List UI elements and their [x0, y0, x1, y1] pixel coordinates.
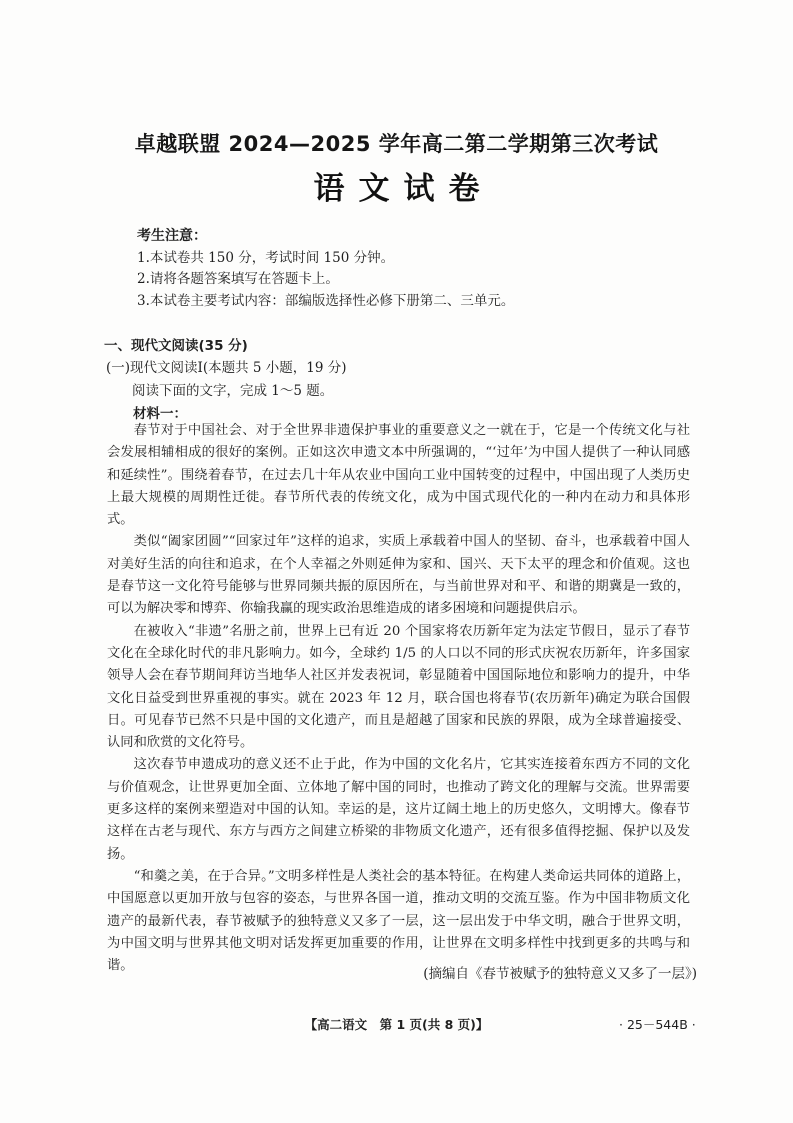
passage-paragraph: 春节对于中国社会、对于全世界非遗保护事业的重要意义之一就在于，它是一个传统文化与社会发展相辅相成的很好的案例。正如这次申遗文本中所强调的，“‘过年’为中国人提供了一种认同感和延续性”。围绕着春节，在过去几十年从农业中国向工业中国转变的过程中，中国出现了人类历史上最大规模的周期性迁徙。春节所代表的传统文化，成为中国式现代化的一种内在动力和具体形式。 [107, 423, 690, 528]
footer-paper-code: · 25－544B · [619, 1017, 696, 1032]
footer-page-info: 【高二语文 第 1 页(共 8 页)】 [304, 1017, 489, 1032]
reading-passage [107, 420, 690, 977]
exam-subject-title: 语文试卷 [313, 171, 494, 207]
passage-paragraph: 在被收入“非遗”名册之前，世界上已有近 20 个国家将农历新年定为法定节假日，显示了春节文化在全球化时代的非凡影响力。如今，全球约 1/5 的人口以不同的形式庆祝农历新年，许多国家领导人会在春节期间拜访当地华人社区并发表祝词，彰显随着中国国际地位和影响力的提升，中华文化日益受到世界重视的事实。就在 2023 年 12 月，联合国也将春节(农历新年)确定为联合国假日。可见春节已然不只是中国的文化遗产，而且是超越了国家和民族的界限，成为全球普遍接受、认同和欣赏的文化符号。 [107, 623, 690, 751]
passage-source: (摘编自《春节被赋予的独特意义又多了一层》) [423, 966, 697, 982]
candidate-notice [137, 226, 514, 312]
notice-item: 1.本试卷共 150 分，考试时间 150 分钟。 [137, 249, 395, 266]
passage-paragraph: “和羹之美，在于合异。”文明多样性是人类社会的基本特征。在构建人类命运共同体的道路上，中国愿意以更加开放与包容的姿态，与世界各国一道，推动文明的交流互鉴。作为中国非物质文化遗产的最新代表，春节被赋予的独特意义又多了一层，这一层出发于中华文明，融合于世界文明，为中国文明与世界其他文明对话发挥更加重要的作用，让世界在文明多样性中找到更多的共鸣与和谐。 [107, 868, 690, 974]
material-label: 材料一： [133, 406, 187, 422]
notice-heading: 考生注意： [137, 228, 207, 244]
notice-item: 3.本试卷主要考试内容：部编版选择性必修下册第二、三单元。 [137, 292, 515, 309]
subsection-heading: (一)现代文阅读Ⅰ(本题共 5 小题，19 分) [106, 360, 347, 376]
exam-title: 卓越联盟 2024—2025 学年高二第二学期第三次考试 [134, 132, 659, 156]
notice-item: 2.请将各题答案填写在答题卡上。 [137, 271, 339, 287]
passage-paragraph: 类似“阖家团圆”“回家过年”这样的追求，实质上承载着中国人的坚韧、奋斗，也承载着中国人对美好生活的向往和追求，在个人幸福之外则延伸为家和、国兴、天下太平的理念和价值观。这也是春节这一文化符号能够与世界同频共振的原因所在，与当前世界对和平、和谐的期冀是一致的，可以为解决零和博弈、你输我赢的现实政治思维造成的诸多困境和问题提供启示。 [107, 534, 690, 617]
passage-paragraph: 这次春节申遗成功的意义还不止于此，作为中国的文化名片，它其实连接着东西方不同的文化与价值观念，让世界更加全面、立体地了解中国的同时，也推动了跨文化的理解与交流。世界需要更多这样的案例来塑造对中国的认知。幸运的是，这片辽阔土地上的历史悠久，文明博大。像春节这样在古老与现代、东方与西方之间建立桥梁的非物质文化遗产，还有很多值得挖掘、保护以及发扬。 [107, 757, 690, 862]
reading-instruction: 阅读下面的文字，完成 1～5 题。 [132, 383, 334, 399]
section-heading: 一、现代文阅读(35 分) [104, 338, 248, 354]
